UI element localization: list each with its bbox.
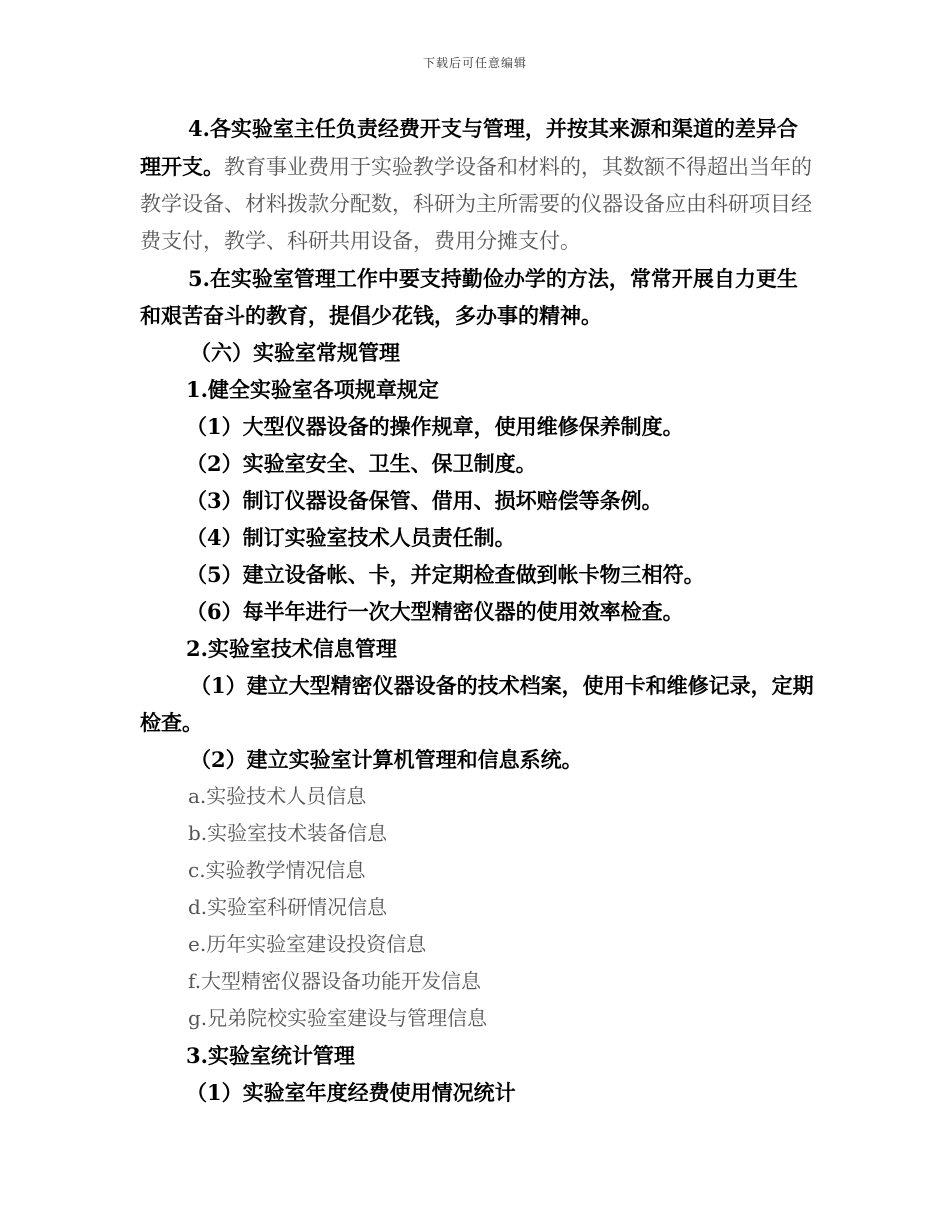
item-1-rule-5: （5）建立设备帐、卡，并定期检查做到帐卡物三相符。	[186, 562, 705, 587]
item-2-title: 2.实验室技术信息管理	[186, 636, 397, 661]
info-item-e: e.历年实验室建设投资信息	[188, 932, 427, 956]
paragraph-4	[140, 110, 815, 260]
info-item-c: c.实验教学情况信息	[188, 858, 366, 882]
paragraph-4-lead: 4.各实验室主任负责经费开支与管理，并按其来源和渠道的差异合理开支。	[140, 116, 798, 179]
info-item-d: d.实验室科研情况信息	[188, 895, 388, 919]
paragraph-5: 5.在实验室管理工作中要支持勤俭办学的方法，常常开展自力更生和艰苦奋斗的教育，提倡少花钱，多办事的精神。	[140, 266, 798, 328]
item-1-rule-4: （4）制订实验室技术人员责任制。	[186, 525, 516, 550]
info-item-b: b.实验室技术装备信息	[188, 821, 388, 845]
item-3-title: 3.实验室统计管理	[186, 1043, 355, 1068]
info-item-f: f.大型精密仪器设备功能开发信息	[188, 969, 482, 993]
item-1-title: 1.健全实验室各项规章规定	[186, 377, 439, 402]
header-note: 下载后可任意编辑	[422, 56, 527, 70]
item-1-rule-2: （2）实验室安全、卫生、保卫制度。	[186, 451, 537, 476]
item-2-sub-1: （1）建立大型精密仪器设备的技术档案，使用卡和维修记录，定期检查。	[140, 673, 814, 735]
section-heading-6: （六）实验室常规管理	[190, 340, 400, 365]
info-item-a: a.实验技术人员信息	[188, 784, 367, 808]
document-body	[140, 110, 815, 1111]
item-1-rule-6: （6）每半年进行一次大型精密仪器的使用效率检查。	[186, 599, 684, 624]
item-2-sub-2: （2）建立实验室计算机管理和信息系统。	[190, 747, 583, 772]
info-item-g: g.兄弟院校实验室建设与管理信息	[188, 1006, 488, 1030]
paragraph-4-body: 教育事业费用于实验教学设备和材料的，其数额不得超出当年的教学设备、材料拨款分配数，科研为主所需要的仪器设备应由科研项目经费支付，教学、科研共用设备，费用分摊支付。	[140, 155, 812, 253]
item-3-sub-1: （1）实验室年度经费使用情况统计	[186, 1080, 516, 1105]
item-1-rule-3: （3）制订仪器设备保管、借用、损坏赔偿等条例。	[186, 488, 663, 513]
item-1-rule-1: （1）大型仪器设备的操作规章，使用维修保养制度。	[186, 414, 684, 439]
